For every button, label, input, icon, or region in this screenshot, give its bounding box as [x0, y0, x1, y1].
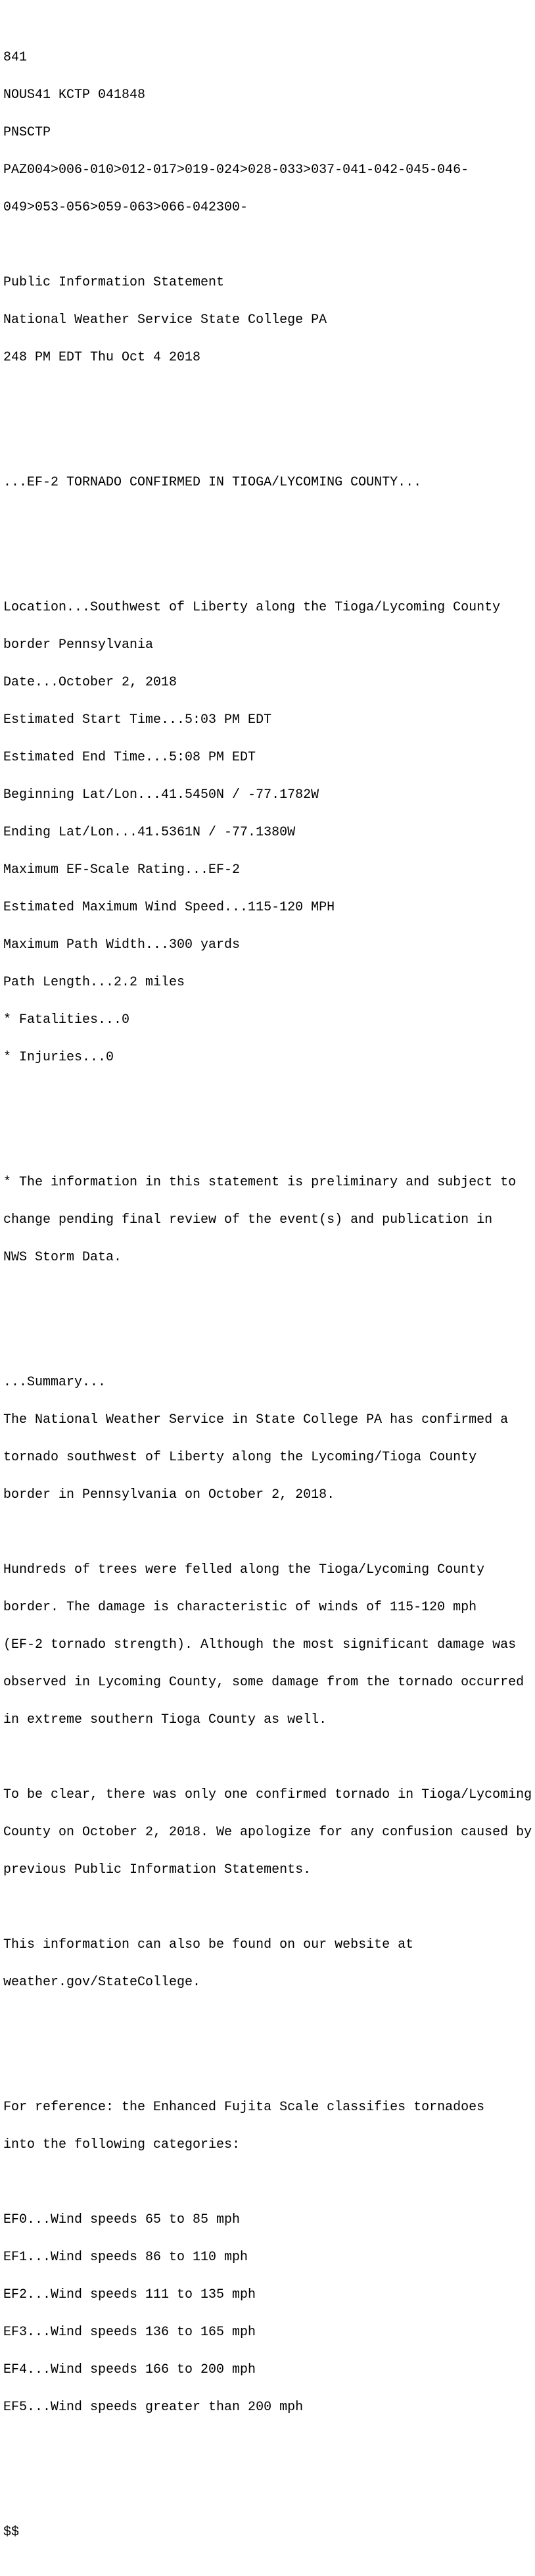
summary-line: border in Pennsylvania on October 2, 2018.	[3, 1487, 335, 1502]
header-line: 049>053-056>059-063>066-042300-	[3, 200, 248, 215]
end-of-product-marker: $$	[3, 2525, 20, 2540]
summary-line: previous Public Information Statements.	[3, 1862, 312, 1877]
website-line: weather.gov/StateCollege.	[3, 1975, 201, 1990]
ef-scale-line: For reference: the Enhanced Fujita Scale classifies tornadoes	[3, 2100, 485, 2115]
ef-scale-category: EF2...Wind speeds 111 to 135 mph	[3, 2287, 256, 2302]
ef-scale-line: into the following categories:	[3, 2137, 241, 2152]
blank-line	[3, 2439, 535, 2451]
ef-scale-category: EF3...Wind speeds 136 to 165 mph	[3, 2325, 256, 2340]
disclaimer	[3, 1151, 535, 1326]
blank-line	[3, 2176, 535, 2189]
summary	[3, 1351, 535, 2051]
ef-scale-category: EF5...Wind speeds greater than 200 mph	[3, 2400, 304, 2415]
header-line: Public Information Statement	[3, 275, 225, 290]
header-line: PAZ004>006-010>012-017>019-024>028-033>037-041-042-045-046-	[3, 162, 469, 178]
blank-line	[3, 1089, 535, 1101]
header-line: PNSCTP	[3, 125, 51, 140]
detail-line: Estimated End Time...5:08 PM EDT	[3, 750, 256, 765]
blank-line	[3, 2014, 535, 2026]
detail-line: border Pennsylvania	[3, 637, 154, 653]
blank-line	[3, 239, 535, 251]
header-line: 248 PM EDT Thu Oct 4 2018	[3, 350, 201, 365]
disclaimer-line: * The information in this statement is preliminary and subject to	[3, 1175, 517, 1190]
summary-line: To be clear, there was only one confirmed tornado in Tioga/Lycoming	[3, 1787, 532, 1802]
product-header	[3, 26, 535, 426]
headline-line: ...EF-2 TORNADO CONFIRMED IN TIOGA/LYCOMING COUNTY...	[3, 475, 422, 490]
detail-line: * Injuries...0	[3, 1050, 114, 1065]
summary-line: The National Weather Service in State College PA has confirmed a	[3, 1412, 509, 1427]
disclaimer-line: change pending final review of the event(s) and publication in	[3, 1212, 493, 1227]
detail-line: Beginning Lat/Lon...41.5450N / -77.1782W	[3, 787, 319, 803]
header-line: NOUS41 KCTP 041848	[3, 87, 146, 103]
summary-line: in extreme southern Tioga County as well.	[3, 1712, 327, 1727]
blank-line	[3, 1751, 535, 1764]
blank-line	[3, 1901, 535, 1914]
ef-scale-reference	[3, 2076, 535, 2476]
detail-line: * Fatalities...0	[3, 1012, 130, 1028]
blank-line	[3, 514, 535, 526]
summary-line: tornado southwest of Liberty along the Lycoming/Tioga County	[3, 1450, 477, 1465]
detail-line: Maximum EF-Scale Rating...EF-2	[3, 862, 241, 878]
detail-line: Estimated Maximum Wind Speed...115-120 MPH	[3, 900, 335, 915]
ef-scale-category: EF4...Wind speeds 166 to 200 mph	[3, 2362, 256, 2377]
summary-line: observed in Lycoming County, some damage from the tornado occurred	[3, 1675, 524, 1690]
product-footer	[3, 2501, 535, 2564]
summary-line: border. The damage is characteristic of winds of 115-120 mph	[3, 1600, 477, 1615]
summary-line: County on October 2, 2018. We apologize for any confusion caused by	[3, 1825, 532, 1840]
summary-line: ...Summary...	[3, 1375, 106, 1390]
detail-line: Path Length...2.2 miles	[3, 975, 185, 990]
detail-line: Maximum Path Width...300 yards	[3, 937, 241, 953]
header-line: National Weather Service State College PA	[3, 312, 327, 328]
headline	[3, 451, 535, 551]
blank-line	[3, 389, 535, 401]
detail-line: Date...October 2, 2018	[3, 675, 177, 690]
ef-scale-category: EF1...Wind speeds 86 to 110 mph	[3, 2250, 248, 2265]
event-details	[3, 576, 535, 1126]
detail-line: Location...Southwest of Liberty along the Tioga/Lycoming County	[3, 600, 501, 615]
summary-line: This information can also be found on our website at	[3, 1937, 414, 1952]
ef-scale-category: EF0...Wind speeds 65 to 85 mph	[3, 2212, 241, 2227]
detail-line: Estimated Start Time...5:03 PM EDT	[3, 712, 272, 728]
disclaimer-line: NWS Storm Data.	[3, 1250, 122, 1265]
blank-line	[3, 1526, 535, 1539]
summary-line: (EF-2 tornado strength). Although the most significant damage was	[3, 1637, 517, 1652]
summary-line: Hundreds of trees were felled along the Tioga/Lycoming County	[3, 1562, 485, 1577]
header-line: 841	[3, 50, 28, 65]
detail-line: Ending Lat/Lon...41.5361N / -77.1380W	[3, 825, 296, 840]
blank-line	[3, 1289, 535, 1301]
